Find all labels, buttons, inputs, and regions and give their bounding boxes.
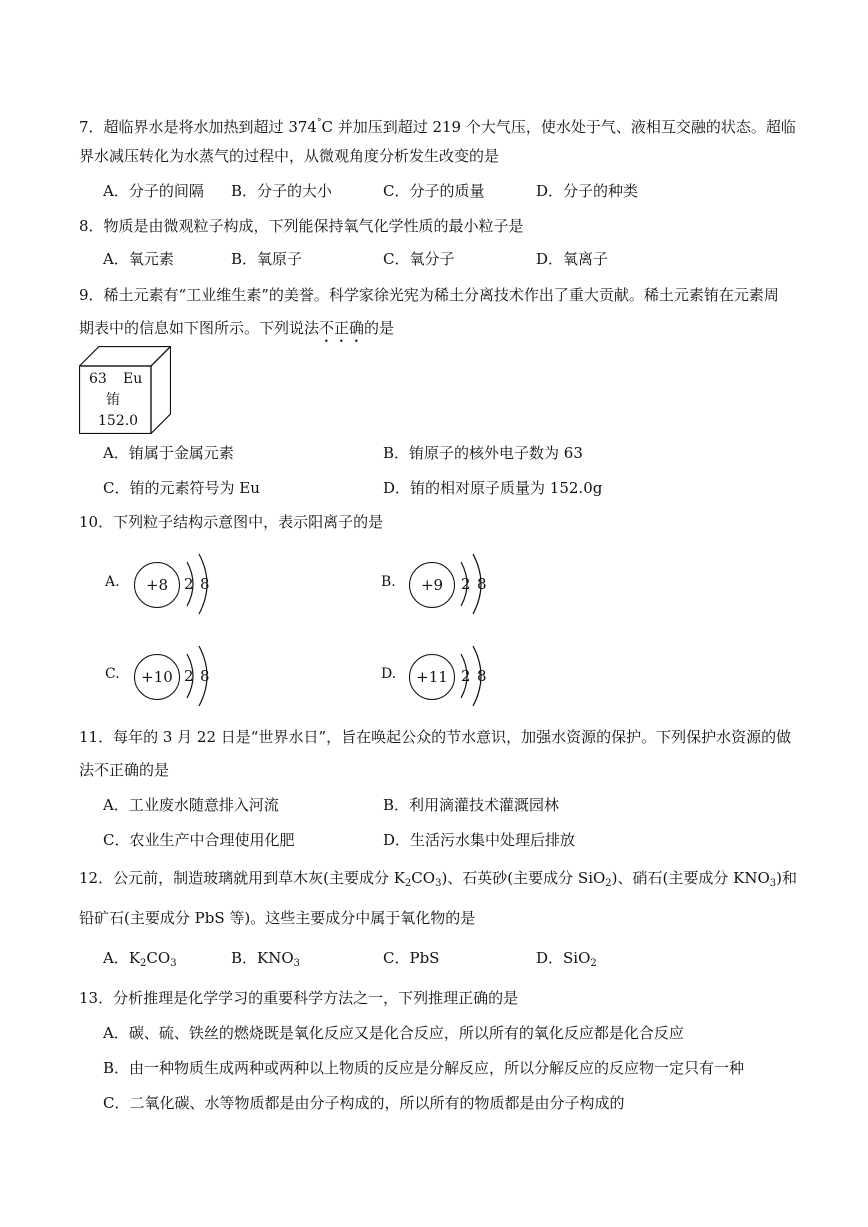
q13-option-a: A．碳、硫、铁丝的燃烧既是氧化反应又是化合反应，所以所有的氧化反应都是化合反应 bbox=[103, 1024, 684, 1042]
q7-option-b: B．分子的大小 bbox=[231, 182, 333, 200]
q10-option-b-shell1: 2 bbox=[461, 575, 471, 593]
q13-stem: 13．分析推理是化学学习的重要科学方法之一，下列推理正确的是 bbox=[79, 989, 519, 1007]
q12-stem-line2: 铅矿石(主要成分 PbS 等)。这些主要成分中属于氧化物的是 bbox=[79, 909, 476, 927]
q10-stem: 10．下列粒子结构示意图中，表示阳离子的是 bbox=[79, 513, 384, 531]
q10-option-b-nucleus: +9 bbox=[409, 562, 455, 608]
q10-option-a-nucleus: +8 bbox=[134, 562, 180, 608]
q10-option-c-shell1: 2 bbox=[184, 667, 194, 685]
q8-stem: 8．物质是由微观粒子构成，下列能保持氧气化学性质的最小粒子是 bbox=[79, 217, 524, 235]
q8-option-a: A．氧元素 bbox=[103, 250, 174, 268]
q10-option-a-shell2: 8 bbox=[200, 575, 210, 593]
q10-option-d-shell1: 2 bbox=[461, 667, 471, 685]
element-tile bbox=[79, 346, 171, 434]
q10-option-b-electron-shells bbox=[381, 548, 491, 618]
q10-option-d-electron-shells bbox=[381, 640, 491, 710]
q7-stem-line1: 7．超临界水是将水加热到超过 374°C 并加压到超过 219 个大气压，使水处于气、液相互交融的状态。超临 bbox=[79, 118, 796, 136]
q11-stem-line1: 11．每年的 3 月 22 日是“世界水日”，旨在唤起公众的节水意识，加强水资源的保护。下列保护水资源的做 bbox=[79, 728, 792, 746]
q11-option-d: D．生活污水集中处理后排放 bbox=[383, 831, 576, 849]
element-atomic-mass: 152.0 bbox=[98, 413, 139, 429]
q7-option-d: D．分子的种类 bbox=[536, 182, 639, 200]
q11-stem-line2: 法不正确的是 bbox=[79, 761, 170, 779]
q10-option-c-label: C. bbox=[105, 666, 120, 682]
q12-option-d: D．SiO$_2$ bbox=[536, 949, 597, 969]
q10-option-c-nucleus: +10 bbox=[134, 654, 180, 700]
q10-option-c-shell2: 8 bbox=[200, 667, 210, 685]
q10-option-d-diagram bbox=[381, 640, 491, 710]
element-name: 铕 bbox=[106, 392, 120, 408]
q8-option-c: C．氧分子 bbox=[383, 250, 455, 268]
q8-option-d: D．氧离子 bbox=[536, 250, 609, 268]
q13-option-b: B．由一种物质生成两种或两种以上物质的反应是分解反应，所以分解反应的反应物一定只有一种 bbox=[103, 1059, 745, 1077]
q10-option-a-shell1: 2 bbox=[184, 575, 194, 593]
q10-option-a-electron-shells bbox=[105, 548, 215, 618]
q10-option-d-nucleus: +11 bbox=[409, 654, 455, 700]
q12-option-a: A．$K_2CO_3$ bbox=[103, 949, 177, 969]
q13-option-c: C．二氧化碳、水等物质都是由分子构成的，所以所有的物质都是由分子构成的 bbox=[103, 1094, 625, 1112]
q11-option-c: C．农业生产中合理使用化肥 bbox=[103, 831, 295, 849]
q12-option-b: B．$KNO_3$ bbox=[231, 949, 301, 969]
q7-option-c: C．分子的质量 bbox=[383, 182, 485, 200]
q10-option-c-electron-shells bbox=[105, 640, 215, 710]
element-symbol: Eu bbox=[123, 371, 143, 387]
q10-option-a-label: A. bbox=[105, 574, 120, 590]
q10-option-d-label: D. bbox=[381, 666, 397, 682]
q10-option-b-label: B. bbox=[381, 574, 396, 590]
q8-option-b: B．氧原子 bbox=[231, 250, 303, 268]
q10-option-d-shell2: 8 bbox=[477, 667, 487, 685]
q9-stem-line1: 9．稀土元素有“工业维生素”的美誉。科学家徐光宪为稀土分离技术作出了重大贡献。稀土元素铕在元素周 bbox=[79, 286, 779, 304]
element-atomic-number: 63 bbox=[89, 371, 107, 387]
q7-option-a: A．分子的间隔 bbox=[103, 182, 204, 200]
q11-option-b: B．利用滴灌技术灌溉园林 bbox=[383, 796, 560, 814]
q7-stem-line2: 界水减压转化为水蒸气的过程中，从微观角度分析发生改变的是 bbox=[79, 147, 500, 165]
q10-option-a-diagram bbox=[105, 548, 215, 618]
q10-option-b-shell2: 8 bbox=[477, 575, 487, 593]
q9-option-b: B．铕原子的核外电子数为 63 bbox=[383, 444, 583, 462]
q9-option-a: A．铕属于金属元素 bbox=[103, 444, 234, 462]
q9-option-d: D．铕的相对原子质量为 152.0g bbox=[383, 479, 603, 497]
q9-stem-line2: 期表中的信息如下图所示。下列说法不正确的是 bbox=[79, 319, 395, 337]
q10-option-b-diagram bbox=[381, 548, 491, 618]
q12-stem-line1: 12．公元前，制造玻璃就用到草木灰(主要成分 $K_2CO_3$)、石英砂(主要成分 SiO$_2$)、硝石(主要成分 $KNO_3$)和 bbox=[79, 869, 798, 889]
q9-option-c: C．铕的元素符号为 Eu bbox=[103, 479, 260, 497]
q12-option-c: C．PbS bbox=[383, 949, 440, 967]
q10-option-c-diagram bbox=[105, 640, 215, 710]
q11-option-a: A．工业废水随意排入河流 bbox=[103, 796, 279, 814]
